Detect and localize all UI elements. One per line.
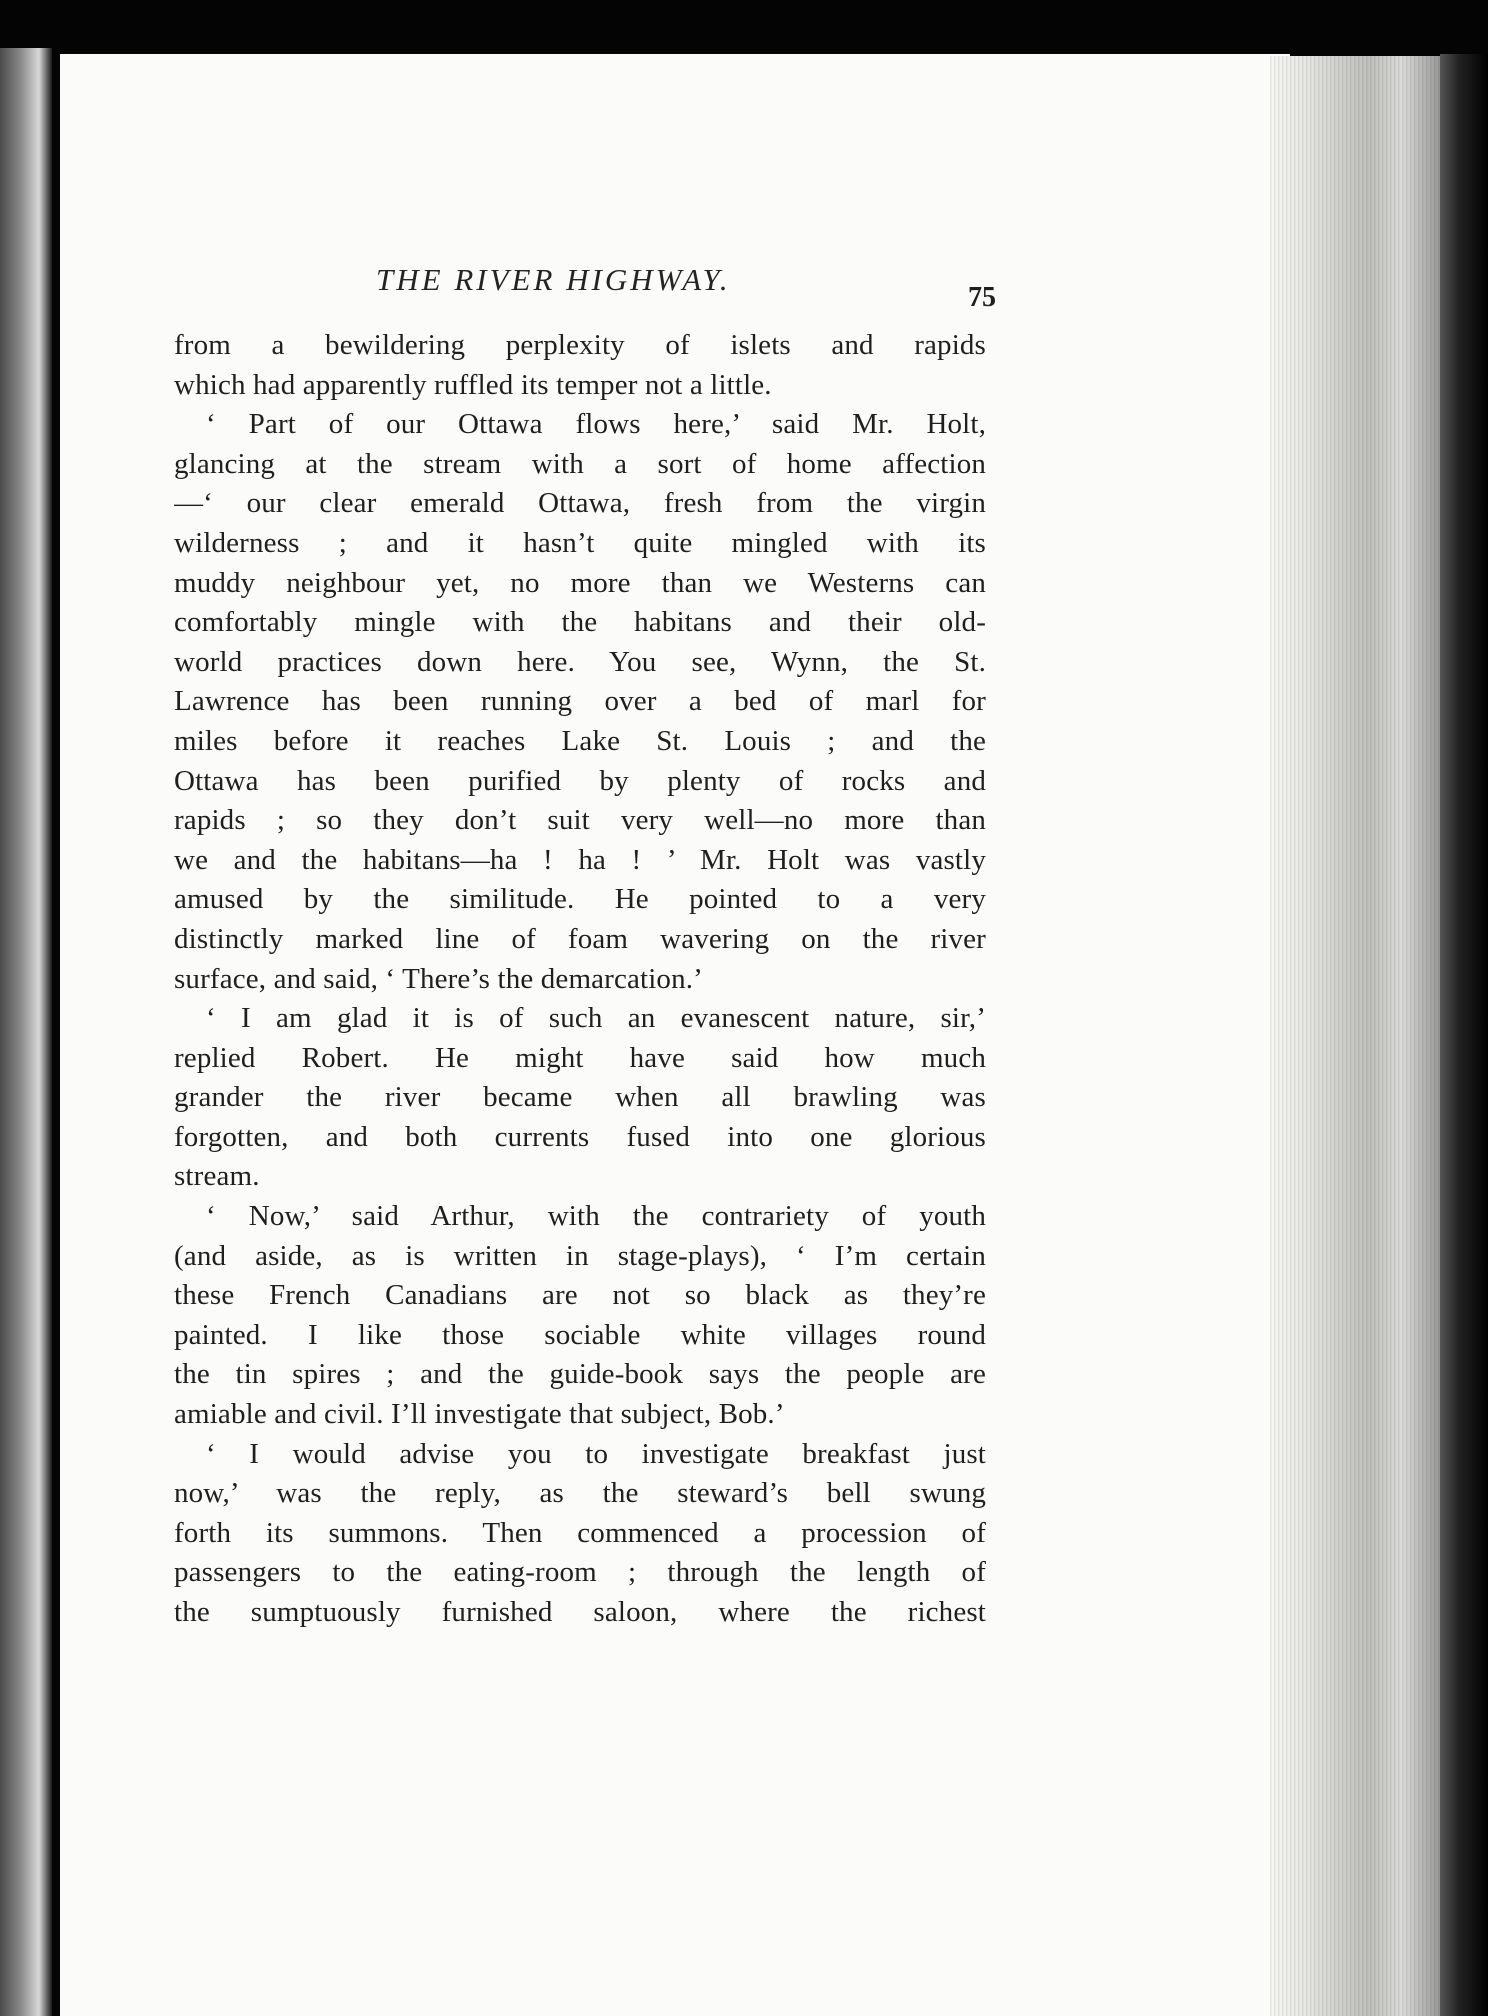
right-shadow [1440,54,1488,2016]
text-line: amused by the similitude. He pointed to a very [174,883,986,916]
text-line: miles before it reaches Lake St. Louis ; and the [174,724,986,757]
text-line: from a bewildering perplexity of islets and rapids [174,329,986,361]
text-line: amiable and civil. I’ll investigate that subject, Bob.’ [174,1398,785,1431]
text-line: rapids ; so they don’t suit very well—no more than [174,804,986,837]
text-line: Lawrence has been running over a bed of marl for [174,685,986,718]
text-line: ‘ Now,’ said Arthur, with the contrariety of youth [206,1200,986,1233]
text-line: forth its summons. Then commenced a procession of [174,1516,986,1549]
text-line: —‘ our clear emerald Ottawa, fresh from the virgin [174,487,986,520]
page-number: 75 [968,282,996,313]
page-text [174,326,986,1633]
text-line: which had apparently ruffled its temper not a little. [174,368,772,401]
text-line: glancing at the stream with a sort of home affection [174,447,986,480]
text-line: passengers to the eating-room ; through the length of [174,1556,986,1589]
text-line: (and aside, as is written in stage-plays), ‘ I’m certain [174,1239,986,1272]
text-line: comfortably mingle with the habitans and their old- [174,606,986,639]
text-line: forgotten, and both currents fused into one glorious [174,1120,986,1153]
text-line: ‘ Part of our Ottawa flows here,’ said Mr. Holt, [206,408,986,441]
text-line: world practices down here. You see, Wynn, the St. [174,645,986,678]
left-page-edge [0,48,52,2016]
running-title: THE RIVER HIGHWAY. [376,262,731,297]
text-line: grander the river became when all brawling was [174,1081,986,1114]
text-line: distinctly marked line of foam wavering on the river [174,922,986,955]
text-line: muddy neighbour yet, no more than we Westerns can [174,566,986,599]
text-line: these French Canadians are not so black as they’re [174,1279,986,1312]
text-line: we and the habitans—ha ! ha ! ’ Mr. Holt was vastly [174,843,986,876]
page-fore-edge [1270,56,1448,2016]
text-line: surface, and said, ‘ There’s the demarcation.’ [174,962,703,995]
text-line: replied Robert. He might have said how much [174,1041,986,1074]
text-line: now,’ was the reply, as the steward’s bell swung [174,1477,986,1510]
text-line: the tin spires ; and the guide-book says the people are [174,1358,986,1391]
text-line: ‘ I would advise you to investigate breakfast just [206,1437,986,1470]
text-line: wilderness ; and it hasn’t quite mingled with its [174,526,986,559]
text-line: painted. I like those sociable white villages round [174,1318,986,1351]
text-line: stream. [174,1160,260,1193]
text-line: ‘ I am glad it is of such an evanescent nature, sir,’ [206,1002,986,1035]
text-line: Ottawa has been purified by plenty of rocks and [174,764,986,797]
text-line: the sumptuously furnished saloon, where the richest [174,1596,986,1628]
scan-top-border [0,0,1488,56]
